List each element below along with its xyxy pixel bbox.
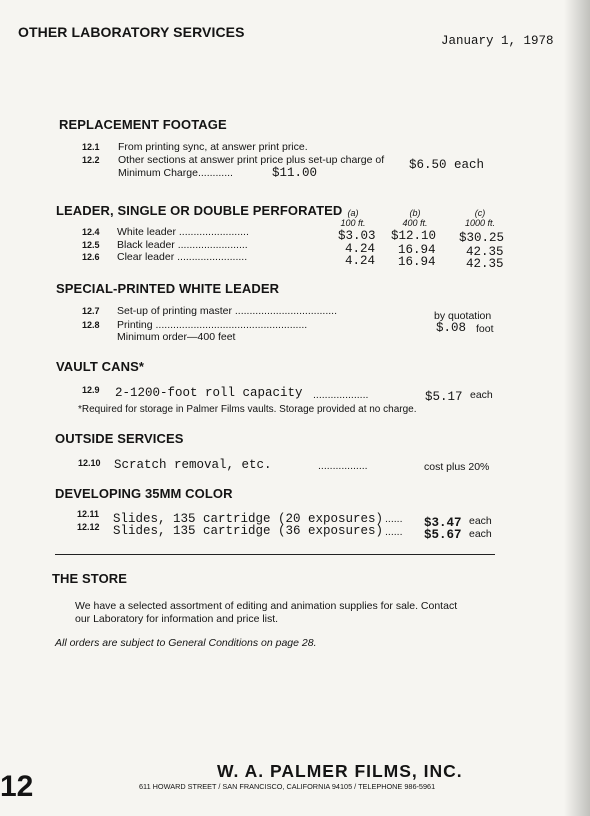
slides-unit: each <box>469 515 492 527</box>
item-number: 12.12 <box>77 522 100 532</box>
price-cell: 16.94 <box>398 243 436 257</box>
leader-dots: ................. <box>318 460 368 472</box>
vault-can-price: $5.17 <box>425 390 463 404</box>
vault-cans-heading: VAULT CANS* <box>56 359 145 374</box>
vault-can-unit: each <box>470 389 493 401</box>
general-conditions-note: All orders are subject to General Conditions on page 28. <box>55 637 317 649</box>
item-number: 12.9 <box>82 385 100 395</box>
leader-label: Clear leader ........................ <box>117 251 248 263</box>
minimum-charge-value: $11.00 <box>272 166 318 180</box>
price-cell: 42.35 <box>466 245 504 259</box>
price-cell: 4.24 <box>345 254 376 268</box>
item-number: 12.4 <box>82 227 100 237</box>
item-number: 12.8 <box>82 320 100 330</box>
leader-heading: LEADER, SINGLE OR DOUBLE PERFORATED <box>56 203 343 218</box>
minimum-charge-label: Minimum Charge............ <box>118 167 233 179</box>
item-number: 12.5 <box>82 240 100 250</box>
price-cell: $30.25 <box>459 231 505 245</box>
outside-services-heading: OUTSIDE SERVICES <box>55 431 184 446</box>
column-header-c: (c) 1000 ft. <box>464 208 496 228</box>
price-cell: 42.35 <box>466 257 504 271</box>
developing-heading: DEVELOPING 35MM COLOR <box>55 486 233 501</box>
item-number: 12.2 <box>82 155 100 165</box>
special-leader-heading: SPECIAL-PRINTED WHITE LEADER <box>56 281 280 296</box>
setup-charge-price: $6.50 each <box>409 158 485 172</box>
item-number: 12.10 <box>78 458 101 468</box>
document-date: January 1, 1978 <box>441 34 554 48</box>
leader-dots: ...... <box>385 526 403 538</box>
vault-note: *Required for storage in Palmer Films vaults. Storage provided at no charge. <box>78 404 417 415</box>
section-divider <box>55 554 495 555</box>
replacement-footage-heading: REPLACEMENT FOOTAGE <box>59 117 227 132</box>
page-number: 12 <box>0 770 34 803</box>
store-text-line-2: our Laboratory for information and price list. <box>75 613 279 625</box>
slides-price: $5.67 <box>424 528 462 542</box>
column-header-a: (a) 100 ft. <box>340 208 366 228</box>
page-edge-shadow <box>564 0 590 816</box>
item-number: 12.1 <box>82 142 100 152</box>
price-cell: $12.10 <box>391 229 437 243</box>
printing-unit: foot <box>476 323 494 335</box>
quotation-value: by quotation <box>434 310 492 322</box>
scratch-removal-text: Scratch removal, etc. <box>114 458 272 472</box>
section-title: OTHER LABORATORY SERVICES <box>18 24 245 40</box>
slides-price: $3.47 <box>424 516 462 530</box>
price-cell: 16.94 <box>398 255 436 269</box>
item-text: From printing sync, at answer print price. <box>118 141 308 153</box>
item-number: 12.11 <box>77 509 100 519</box>
slides-text: Slides, 135 cartridge (20 exposures) <box>113 512 384 526</box>
printing-price: $.08 <box>436 321 467 335</box>
column-header-b: (b) 400 ft. <box>402 208 428 228</box>
slides-unit: each <box>469 528 492 540</box>
leader-dots: ................... <box>313 389 369 401</box>
price-cell: 4.24 <box>345 242 376 256</box>
item-number: 12.6 <box>82 252 100 262</box>
minimum-order: Minimum order—400 feet <box>117 331 236 343</box>
leader-label: White leader ........................ <box>117 226 249 238</box>
item-number: 12.7 <box>82 306 100 316</box>
company-name: W. A. PALMER FILMS, INC. <box>217 761 463 781</box>
vault-can-text: 2-1200-foot roll capacity <box>115 386 303 400</box>
company-address: 611 HOWARD STREET / SAN FRANCISCO, CALIFORNIA 94105 / TELEPHONE 986-5961 <box>139 782 436 791</box>
item-text: Set-up of printing master ................................... <box>117 305 337 317</box>
scratch-removal-price: cost plus 20% <box>424 461 490 473</box>
store-text-line-1: We have a selected assortment of editing and animation supplies for sale. Contact <box>75 600 458 612</box>
leader-dots: ...... <box>385 513 403 525</box>
leader-label: Black leader ........................ <box>117 239 248 251</box>
store-heading: THE STORE <box>52 571 128 586</box>
slides-text: Slides, 135 cartridge (36 exposures) <box>113 524 384 538</box>
price-cell: $3.03 <box>338 229 376 243</box>
item-text: Printing .................................................... <box>117 319 308 331</box>
item-text: Other sections at answer print price plus set-up charge of <box>118 154 385 166</box>
